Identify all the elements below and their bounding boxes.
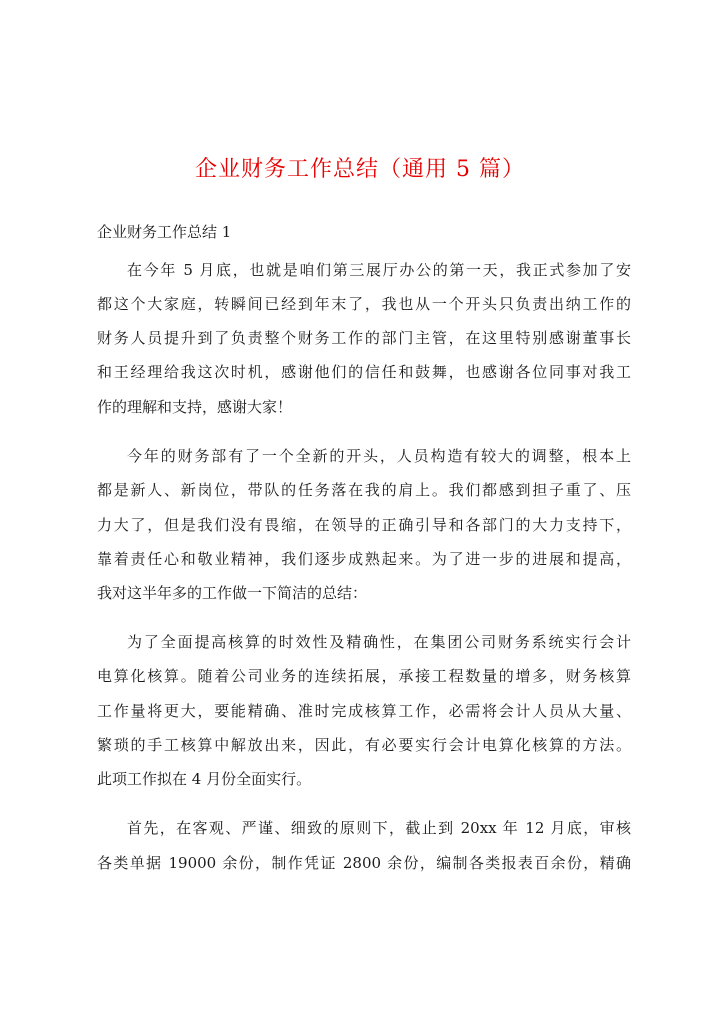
paragraph-3-line-5: 此项工作拟在 4 月份全面实行。 <box>97 770 312 788</box>
paragraph-3-line-4: 繁琐的手工核算中解放出来，因此，有必要实行会计电算化核算的方法。 <box>97 736 631 754</box>
paragraph-2-line-1: 今年的财务部有了一个全新的开头，人员构造有较大的调整，根本上 <box>127 447 631 465</box>
paragraph-1-line-2: 都这个大家庭，转瞬间已经到年末了，我也从一个开头只负责出纳工作的 <box>97 295 631 313</box>
document-title: 企业财务工作总结（通用 5 篇） <box>195 157 525 182</box>
paragraph-2-line-4: 靠着责任心和敬业精神，我们逐步成熟起来。为了进一步的进展和提高， <box>97 550 631 568</box>
paragraph-4-line-2: 各类单据 19000 余份，制作凭证 2800 余份，编制各类报表百余份，精确 <box>97 854 631 872</box>
paragraph-2-line-2: 都是新人、新岗位，带队的任务落在我的肩上。我们都感到担子重了、压 <box>97 481 631 499</box>
paragraph-2-line-5: 我对这半年多的工作做一下简洁的总结： <box>97 584 368 602</box>
paragraph-1-line-3: 财务人员提升到了负责整个财务工作的部门主管，在这里特别感谢董事长 <box>97 329 631 347</box>
paragraph-3-line-1: 为了全面提高核算的时效性及精确性，在集团公司财务系统实行会计 <box>127 633 631 651</box>
paragraph-2-line-3: 力大了，但是我们没有畏缩，在领导的正确引导和各部门的大力支持下， <box>97 516 631 534</box>
paragraph-1-line-5: 作的理解和支持，感谢大家！ <box>97 398 293 416</box>
section-heading: 企业财务工作总结 1 <box>97 223 232 241</box>
paragraph-1-line-1: 在今年 5 月底，也就是咱们第三展厅办公的第一天，我正式参加了安 <box>127 261 631 279</box>
paragraph-1-line-4: 和王经理给我这次时机，感谢他们的信任和鼓舞，也感谢各位同事对我工 <box>97 363 631 381</box>
paragraph-4-line-1: 首先，在客观、严谨、细致的原则下，截止到 20xx 年 12 月底，审核 <box>127 819 631 837</box>
paragraph-3-line-2: 电算化核算。随着公司业务的连续拓展，承接工程数量的增多，财务核算 <box>97 667 631 685</box>
paragraph-3-line-3: 工作量将更大，要能精确、准时完成核算工作，必需将会计人员从大量、 <box>97 702 631 720</box>
